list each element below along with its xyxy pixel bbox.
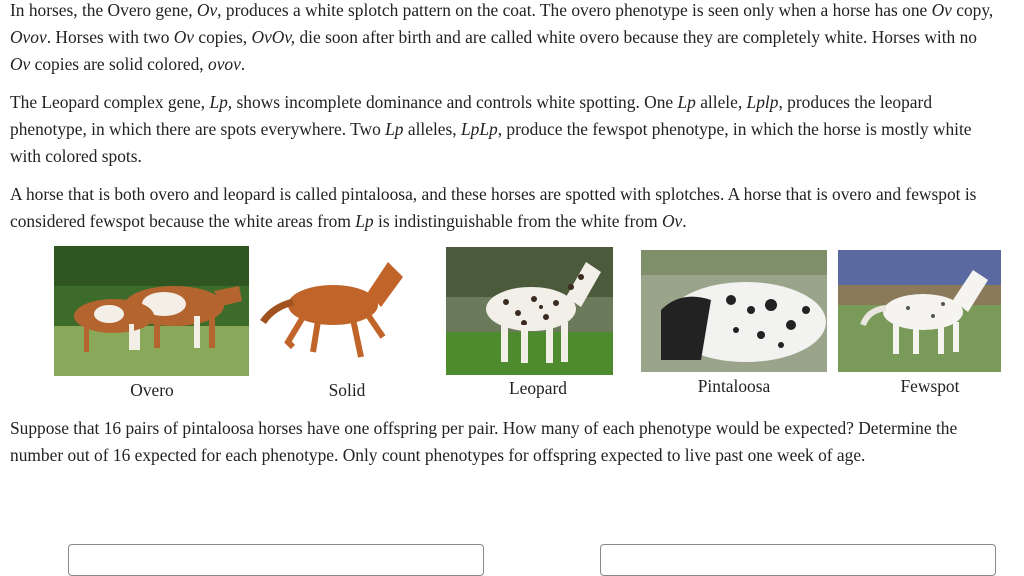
caption-solid: Solid [328, 380, 366, 400]
answer-input-1[interactable] [68, 544, 484, 576]
pintaloosa-horse-photo [641, 250, 827, 372]
caption-pintaloosa: Pintaloosa [697, 376, 771, 396]
leopard-gene-paragraph: The Leopard complex gene, Lp, shows incomplete dominance and controls white spotting. One Lp allele, Lplp, produces the leopard phenotype, in which there are spots everywhere. Two Lp alleles, LpLp, produce the fewspot phenotype, in which the horse is mostly white with colored spots. [10, 92, 972, 166]
question-text: Suppose that 16 pairs of pintaloosa horses have one offspring per pair. How many of each phenotype would be expected? Determine the number out of 16 expected for each phenotype. Only count phenotypes for offspring expected to live past one week of age. [10, 418, 958, 465]
overo-horse-photo [54, 246, 249, 376]
intro-paragraph-overo: In horses, the Overo gene, Ov, produces a white splotch pattern on the coat. The overo phenotype is seen only when a horse has one Ov copy, Ovov. Horses with two Ov copies, OvOv, die soon after birth and are called white overo because they are completely white. Horses with no Ov copies are solid colored, ovov. [10, 0, 994, 74]
fewspot-horse-photo [838, 250, 1001, 372]
caption-leopard: Leopard [509, 378, 567, 398]
solid-horse-photo [253, 247, 407, 375]
pintaloosa-paragraph: A horse that is both overo and leopard is called pintaloosa, and these horses are spotted with splotches. A horse that is overo and fewspot is considered fewspot because the white areas from Lp is indistinguishable from the white from Ov. [10, 184, 977, 231]
leopard-horse-photo [446, 247, 613, 375]
answer-input-2[interactable] [600, 544, 996, 576]
caption-overo: Overo [130, 380, 174, 400]
caption-fewspot: Fewspot [900, 376, 960, 396]
